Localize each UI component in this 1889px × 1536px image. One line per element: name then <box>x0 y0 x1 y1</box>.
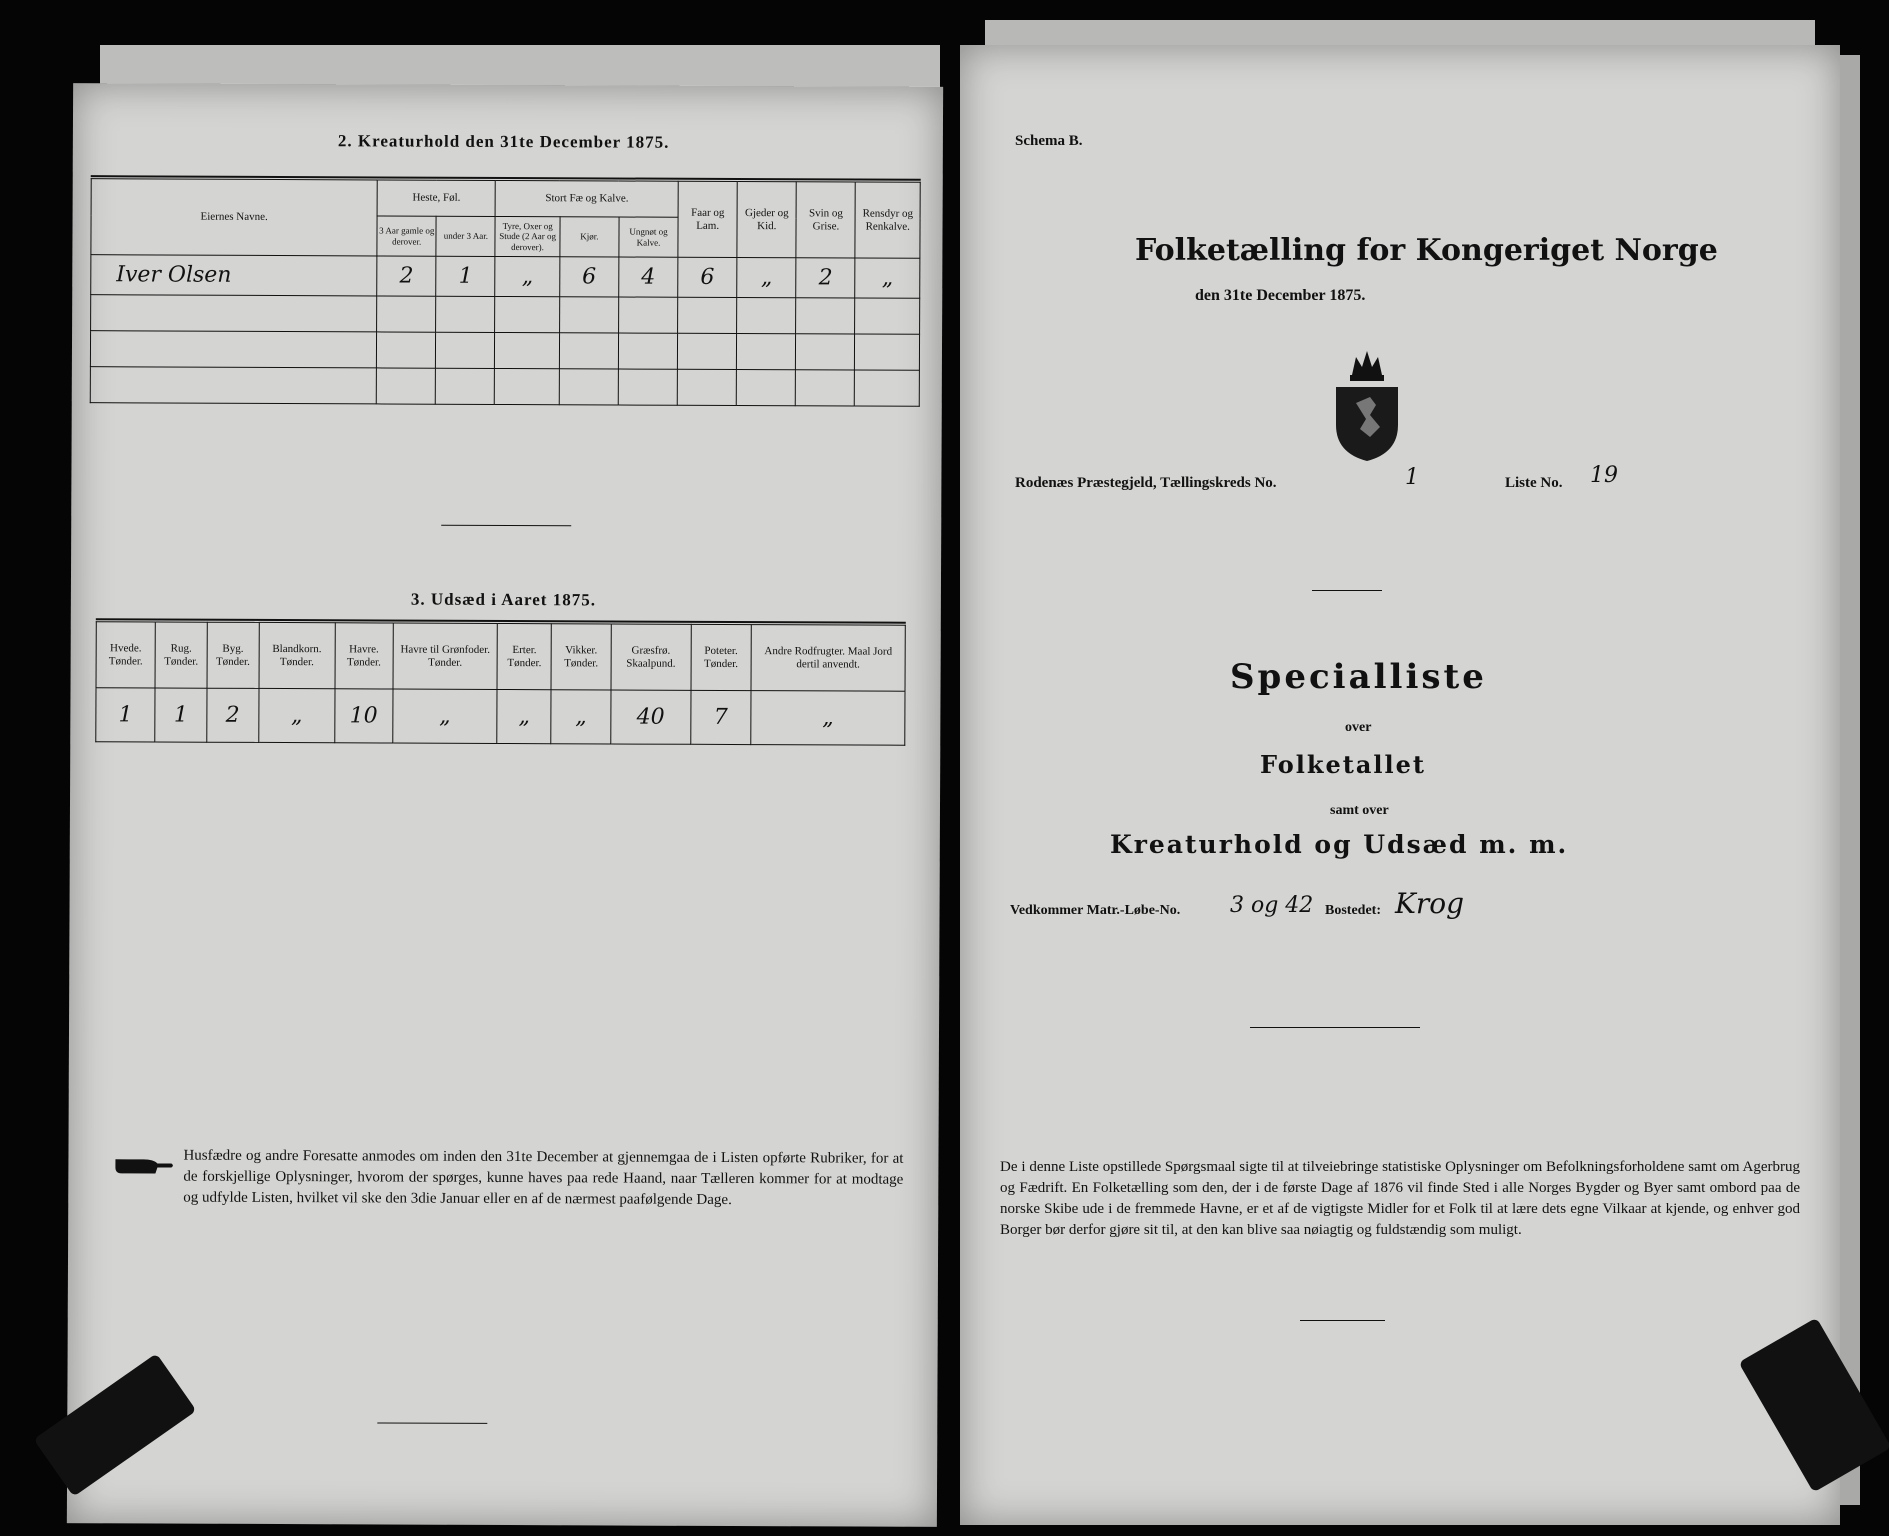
household-notice: Husfædre og andre Foresatte anmodes om inden den 31te December at gjennemgaa de i Listen opførte Rubriker, for at de forskjellige Oplysninger, hvorom der spørges, kunne haves paa rede Haand, naar Tælleren kommer for at modtage og udfylde Listen, hvilket vil ske den 3die Januar eller en af de nærmest paafølgende Dage. <box>183 1147 904 1208</box>
sowing-header: Erter. Tønder. <box>497 623 551 689</box>
livestock-table <box>90 178 921 407</box>
sowing-value: 1 <box>96 688 155 742</box>
subheading: Kreaturhold og Udsæd m. m. <box>1110 830 1569 859</box>
sowing-header: Vikker. Tønder. <box>551 624 611 690</box>
sheep-header: Faar og Lam. <box>678 181 737 257</box>
place-label: Bostedet: <box>1325 903 1381 918</box>
schema-label: Schema B. <box>1015 133 1083 149</box>
left-page <box>67 83 943 1527</box>
folketallet-label: Folketallet <box>1260 750 1426 779</box>
samt-over-label: samt over <box>1330 803 1389 818</box>
census-date: den 31te December 1875. <box>1195 287 1366 304</box>
cell-goats: „ <box>737 258 796 298</box>
divider-bottom <box>377 1422 487 1423</box>
cell-cows: 6 <box>560 257 619 297</box>
matr-label: Vedkommer Matr.-Løbe-No. <box>1010 903 1181 918</box>
intro-paragraph: De i denne Liste opstillede Spørgsmaal sigte til at tilveiebringe statistiske Oplysninger om Befolkningsforholdene samt om Agerbrug og Fædrift. En Folketælling som den, der i de første Dage af 1876 vil finde Sted i alle Norges Bygder og Byer samt ombord paa de norske Skibe ude i de fremmede Havne, er et af de vigtigste Midler for et Folk til at lære dets egne Vilkaar at kjende, og enhver god Borger bør derfor gjøre sit til, at den kan blive saa nøiagtig og fuldstændig som muligt. <box>1000 1159 1800 1238</box>
cell-horses-old: 2 <box>377 256 436 296</box>
parish-label: Rodenæs Præstegjeld, Tællingskreds No. <box>1015 475 1277 491</box>
pointing-hand-icon <box>113 1155 175 1177</box>
list-number: 19 <box>1590 463 1618 488</box>
sowing-value: 10 <box>335 689 393 743</box>
cell-sheep: 6 <box>678 257 737 297</box>
horses-young-header: under 3 Aar. <box>436 216 495 256</box>
list-label: Liste No. <box>1505 475 1563 491</box>
census-title: Folketælling for Kongeriget Norge <box>1135 233 1718 268</box>
sowing-header: Havre. Tønder. <box>335 623 393 689</box>
cattle-header: Stort Fæ og Kalve. <box>496 180 679 217</box>
table-row <box>91 255 920 299</box>
divider <box>441 525 571 527</box>
table-row-empty <box>90 367 919 407</box>
sowing-header: Hvede. Tønder. <box>96 622 155 688</box>
sowing-value: „ <box>497 689 551 743</box>
horses-old-header: 3 Aar gamle og derover. <box>377 216 436 256</box>
district-number: 1 <box>1405 465 1419 490</box>
sowing-header: Græsfrø. Skaalpund. <box>611 624 691 690</box>
sowing-value: „ <box>551 690 611 744</box>
sowing-value: 7 <box>690 690 751 744</box>
cows-header: Kjør. <box>560 217 619 257</box>
table-row <box>96 688 905 746</box>
cell-young-calves: 4 <box>619 257 678 297</box>
livestock-title: 2. Kreaturhold den 31te December 1875. <box>337 131 670 152</box>
right-page <box>960 45 1840 1525</box>
young-calves-header: Ungnøt og Kalve. <box>619 217 678 257</box>
sowing-header: Rug. Tønder. <box>155 622 207 688</box>
coat-of-arms <box>1330 345 1404 468</box>
divider <box>1250 1027 1420 1028</box>
sowing-value: „ <box>751 691 905 746</box>
place-value: Krog <box>1395 887 1465 920</box>
sowing-value: 40 <box>611 690 691 744</box>
reindeer-header: Rensdyr og Renkalve. <box>855 182 920 258</box>
sowing-value: „ <box>258 688 334 742</box>
matr-value: 3 og 42 <box>1230 893 1314 918</box>
table-row-empty <box>90 331 919 371</box>
cell-pigs: 2 <box>796 258 855 298</box>
divider-bottom <box>1300 1320 1385 1321</box>
sowing-table <box>95 621 906 746</box>
table-row-empty <box>91 295 920 335</box>
sowing-header: Byg. Tønder. <box>207 622 259 688</box>
sowing-header: Poteter. Tønder. <box>691 624 752 690</box>
divider <box>1312 590 1382 591</box>
horses-header: Heste, Føl. <box>377 180 495 217</box>
pigs-header: Svin og Grise. <box>796 182 855 258</box>
owner-header: Eiernes Navne. <box>91 179 378 256</box>
sowing-header: Havre til Grønfoder. Tønder. <box>393 623 498 689</box>
sowing-value: 1 <box>155 688 207 742</box>
specialliste-heading: Specialliste <box>1230 657 1487 697</box>
over-label: over <box>1345 720 1372 735</box>
sowing-header: Andre Rodfrugter. Maal Jord dertil anvendt. <box>751 625 905 692</box>
owner-name: Iver Olsen <box>91 255 377 296</box>
sowing-value: 2 <box>207 688 259 742</box>
sowing-header: Blandkorn. Tønder. <box>259 622 335 688</box>
bulls-header: Tyre, Oxer og Stude (2 Aar og derover). <box>495 216 560 256</box>
goats-header: Gjeder og Kid. <box>737 182 796 258</box>
sowing-title: 3. Udsæd i Aaret 1875. <box>410 589 597 610</box>
cell-reindeer: „ <box>855 258 920 298</box>
sowing-value: „ <box>393 689 498 743</box>
cell-horses-young: 1 <box>436 256 495 296</box>
cell-bulls: „ <box>495 256 560 296</box>
